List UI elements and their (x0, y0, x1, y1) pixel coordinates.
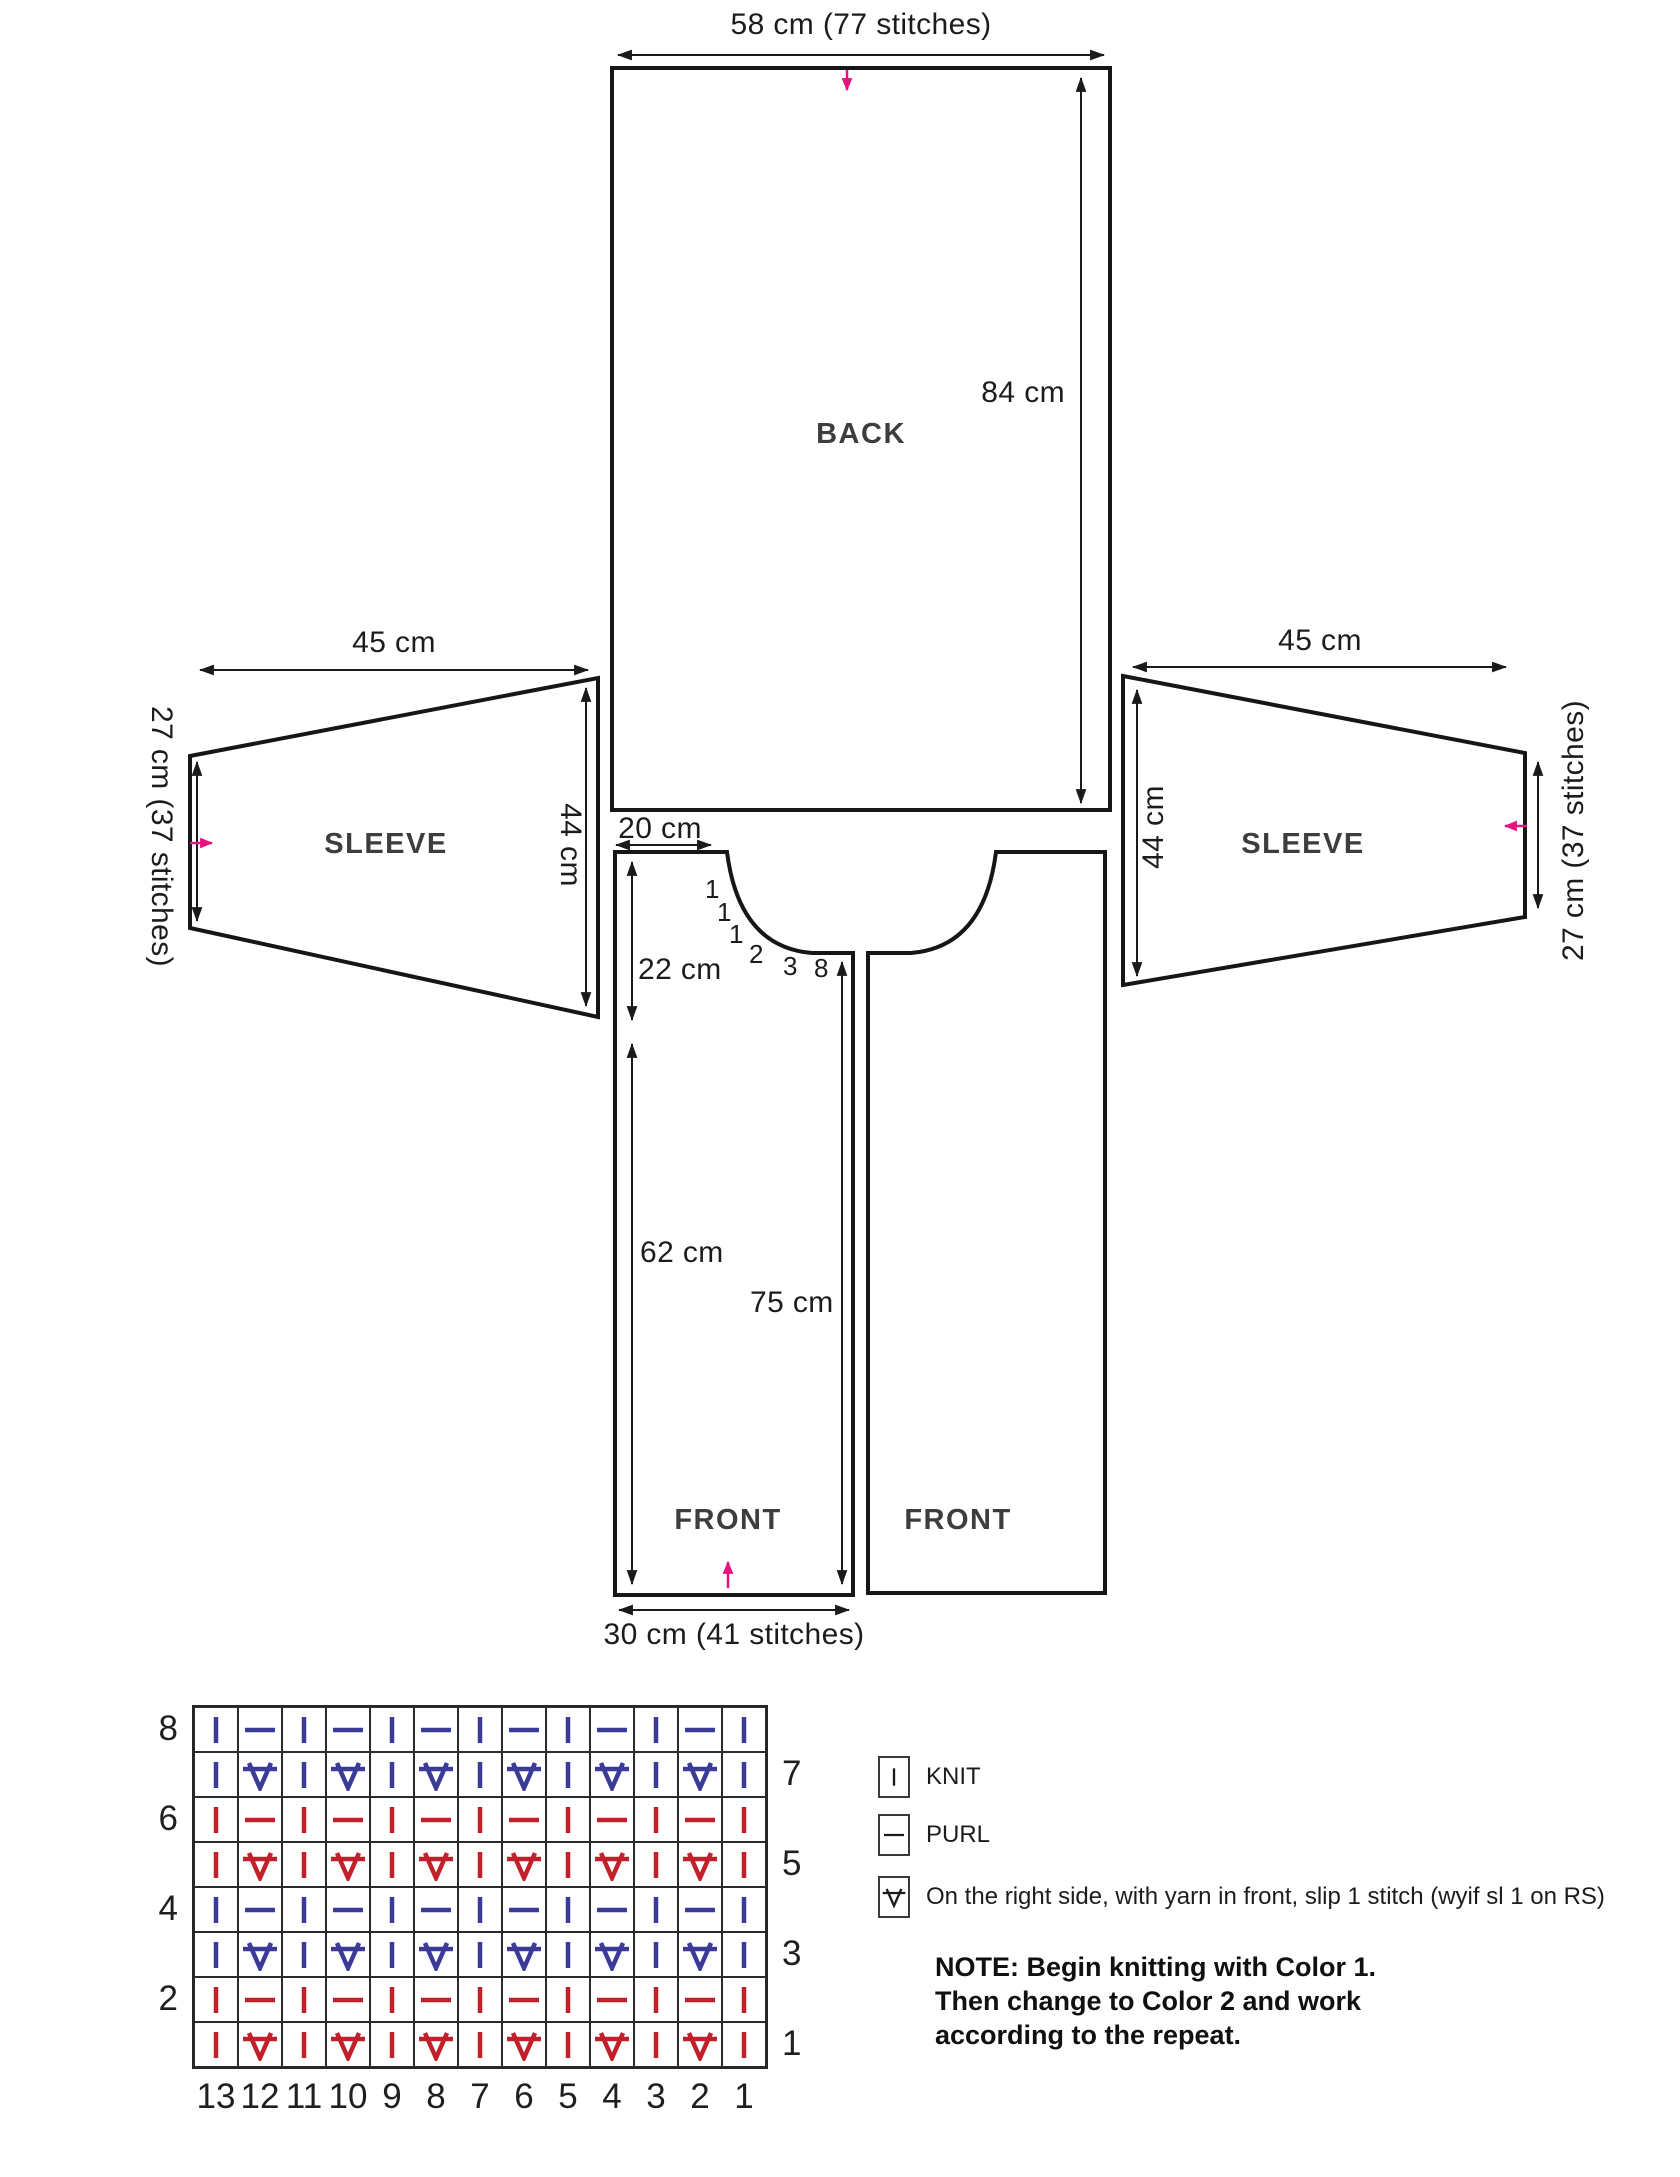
chart-cell-r3-c3 (634, 1932, 678, 1977)
chart-column-number-2: 2 (690, 2077, 710, 2116)
chart-cell-r3-c1 (722, 1932, 766, 1977)
chart-cell-r8-c4 (590, 1707, 634, 1752)
left-sleeve-label: SLEEVE (324, 828, 448, 860)
chart-cell-r4-c6 (502, 1887, 546, 1932)
chart-cell-r3-c8 (414, 1932, 458, 1977)
chart-cell-r2-c13 (194, 1977, 238, 2022)
stitch-chart (158, 1705, 802, 2116)
chart-cell-r5-c3 (634, 1842, 678, 1887)
chart-cell-r2-c4 (590, 1977, 634, 2022)
chart-cell-r5-c13 (194, 1842, 238, 1887)
chart-cell-r7-c13 (194, 1752, 238, 1797)
chart-row-number-6: 6 (158, 1799, 178, 1838)
chart-column-number-9: 9 (382, 2077, 402, 2116)
chart-cell-r1-c7 (458, 2022, 502, 2067)
chart-cell-r4-c13 (194, 1887, 238, 1932)
chart-cell-r1-c10 (326, 2022, 370, 2067)
right-front-label: FRONT (904, 1504, 1012, 1536)
slip-symbol-box (878, 1876, 910, 1918)
chart-column-number-4: 4 (602, 2077, 622, 2116)
chart-cell-r3-c4 (590, 1932, 634, 1977)
chart-cell-r2-c5 (546, 1977, 590, 2022)
right-sleeve-cuff-label: 27 cm (37 stitches) (1557, 699, 1590, 961)
chart-row-number-7: 7 (782, 1754, 802, 1793)
chart-cell-r7-c12 (238, 1752, 282, 1797)
chart-column-number-5: 5 (558, 2077, 578, 2116)
purl-symbol-icon (882, 1821, 906, 1849)
chart-cell-r6-c6 (502, 1797, 546, 1842)
chart-cell-r8-c13 (194, 1707, 238, 1752)
chart-cell-r8-c2 (678, 1707, 722, 1752)
chart-column-number-3: 3 (646, 2077, 666, 2116)
chart-cell-r1-c1 (722, 2022, 766, 2067)
legend-item-slip (878, 1876, 1605, 1918)
chart-cell-r4-c11 (282, 1887, 326, 1932)
chart-cell-r5-c8 (414, 1842, 458, 1887)
color-note (935, 1950, 1376, 2052)
chart-cell-r7-c5 (546, 1752, 590, 1797)
chart-cell-r2-c6 (502, 1977, 546, 2022)
front-bottom-width-label: 30 cm (41 stitches) (603, 1618, 865, 1651)
left-sleeve-cuff-label: 27 cm (37 stitches) (145, 706, 178, 968)
front-lower-height-label: 62 cm (640, 1236, 724, 1269)
right-sleeve-length-label: 45 cm (1278, 624, 1362, 657)
chart-row-number-4: 4 (158, 1889, 178, 1928)
chart-row-number-8: 8 (158, 1709, 178, 1748)
chart-cell-r3-c6 (502, 1932, 546, 1977)
back-height-label: 84 cm (981, 376, 1065, 409)
legend-item-purl (878, 1814, 990, 1856)
chart-column-number-12: 12 (240, 2077, 280, 2116)
chart-cell-r2-c1 (722, 1977, 766, 2022)
left-front-label: FRONT (674, 1504, 782, 1536)
chart-cell-r8-c8 (414, 1707, 458, 1752)
chart-cell-r6-c13 (194, 1797, 238, 1842)
chart-cell-r3-c11 (282, 1932, 326, 1977)
chart-cell-r8-c5 (546, 1707, 590, 1752)
legend-purl-label: PURL (926, 1821, 991, 1848)
chart-row-number-3: 3 (782, 1934, 802, 1973)
chart-cell-r1-c6 (502, 2022, 546, 2067)
chart-cell-r7-c3 (634, 1752, 678, 1797)
chart-cell-r3-c9 (370, 1932, 414, 1977)
chart-cell-r8-c12 (238, 1707, 282, 1752)
chart-cell-r5-c11 (282, 1842, 326, 1887)
chart-cell-r1-c9 (370, 2022, 414, 2067)
chart-cell-r3-c2 (678, 1932, 722, 1977)
chart-cell-r1-c5 (546, 2022, 590, 2067)
chart-cell-r7-c6 (502, 1752, 546, 1797)
chart-cell-r6-c5 (546, 1797, 590, 1842)
chart-cell-r6-c12 (238, 1797, 282, 1842)
chart-cell-r5-c6 (502, 1842, 546, 1887)
chart-cell-r2-c8 (414, 1977, 458, 2022)
chart-cell-r3-c12 (238, 1932, 282, 1977)
chart-row-number-1: 1 (782, 2024, 802, 2063)
chart-cell-r6-c2 (678, 1797, 722, 1842)
neck-decrease-1: 1 (705, 874, 720, 904)
chart-cell-r2-c2 (678, 1977, 722, 2022)
stitch-chart-grid (192, 1705, 768, 2069)
right-sleeve-label: SLEEVE (1241, 828, 1365, 860)
chart-cell-r8-c10 (326, 1707, 370, 1752)
back-width-label: 58 cm (77 stitches) (730, 8, 992, 41)
chart-cell-r5-c10 (326, 1842, 370, 1887)
chart-cell-r6-c11 (282, 1797, 326, 1842)
note-line-1: NOTE: Begin knitting with Color 1. (935, 1952, 1376, 1982)
chart-cell-r7-c4 (590, 1752, 634, 1797)
chart-cell-r4-c2 (678, 1887, 722, 1932)
chart-cell-r2-c11 (282, 1977, 326, 2022)
chart-cell-r5-c5 (546, 1842, 590, 1887)
chart-cell-r6-c3 (634, 1797, 678, 1842)
chart-cell-r8-c1 (722, 1707, 766, 1752)
chart-cell-r5-c2 (678, 1842, 722, 1887)
note-line-2: Then change to Color 2 and work (935, 1986, 1362, 2016)
chart-cell-r6-c10 (326, 1797, 370, 1842)
chart-cell-r4-c12 (238, 1887, 282, 1932)
chart-cell-r8-c6 (502, 1707, 546, 1752)
chart-cell-r4-c9 (370, 1887, 414, 1932)
chart-cell-r4-c4 (590, 1887, 634, 1932)
chart-cell-r5-c4 (590, 1842, 634, 1887)
chart-column-number-1: 1 (734, 2077, 754, 2116)
chart-cell-r2-c10 (326, 1977, 370, 2022)
chart-cell-r5-c12 (238, 1842, 282, 1887)
chart-column-number-8: 8 (426, 2077, 446, 2116)
legend-knit-label: KNIT (926, 1763, 981, 1790)
neck-decrease-5: 3 (783, 951, 798, 981)
legend-item-knit (878, 1756, 981, 1798)
chart-cell-r2-c7 (458, 1977, 502, 2022)
neck-decrease-6: 8 (814, 953, 829, 983)
chart-cell-r1-c3 (634, 2022, 678, 2067)
chart-cell-r3-c13 (194, 1932, 238, 1977)
chart-cell-r6-c9 (370, 1797, 414, 1842)
chart-cell-r5-c7 (458, 1842, 502, 1887)
chart-cell-r1-c2 (678, 2022, 722, 2067)
chart-cell-r7-c9 (370, 1752, 414, 1797)
chart-cell-r1-c12 (238, 2022, 282, 2067)
front-top-width-label: 20 cm (618, 812, 702, 845)
chart-cell-r7-c7 (458, 1752, 502, 1797)
knit-symbol-icon (882, 1763, 906, 1791)
chart-cell-r4-c7 (458, 1887, 502, 1932)
chart-cell-r6-c1 (722, 1797, 766, 1842)
chart-cell-r4-c3 (634, 1887, 678, 1932)
chart-column-number-10: 10 (328, 2077, 368, 2116)
neck-decrease-4: 2 (749, 939, 764, 969)
chart-cell-r1-c4 (590, 2022, 634, 2067)
chart-column-number-11: 11 (285, 2077, 323, 2116)
legend-slip-label: On the right side, with yarn in front, slip 1 stitch (wyif sl 1 on RS) (926, 1883, 1605, 1910)
chart-cell-r8-c7 (458, 1707, 502, 1752)
neck-decrease-3: 1 (729, 919, 744, 949)
chart-cell-r3-c7 (458, 1932, 502, 1977)
chart-cell-r6-c7 (458, 1797, 502, 1842)
chart-cell-r7-c8 (414, 1752, 458, 1797)
chart-cell-r8-c11 (282, 1707, 326, 1752)
slip-symbol-icon (882, 1883, 906, 1911)
front-full-height-label: 75 cm (750, 1286, 834, 1319)
left-sleeve-top-label: 44 cm (554, 803, 587, 887)
chart-cell-r7-c2 (678, 1752, 722, 1797)
chart-cell-r8-c9 (370, 1707, 414, 1752)
chart-column-number-6: 6 (514, 2077, 534, 2116)
chart-cell-r2-c9 (370, 1977, 414, 2022)
chart-cell-r4-c10 (326, 1887, 370, 1932)
chart-cell-r6-c8 (414, 1797, 458, 1842)
chart-cell-r1-c8 (414, 2022, 458, 2067)
chart-cell-r4-c1 (722, 1887, 766, 1932)
chart-cell-r8-c3 (634, 1707, 678, 1752)
chart-cell-r3-c10 (326, 1932, 370, 1977)
chart-row-number-5: 5 (782, 1844, 802, 1883)
front-upper-height-label: 22 cm (638, 953, 722, 986)
left-sleeve-length-label: 45 cm (352, 626, 436, 659)
neck-decrease-2: 1 (717, 897, 732, 927)
chart-cell-r3-c5 (546, 1932, 590, 1977)
chart-row-number-2: 2 (158, 1979, 178, 2018)
right-sleeve-top-label: 44 cm (1137, 785, 1170, 869)
chart-cell-r1-c11 (282, 2022, 326, 2067)
chart-column-number-13: 13 (196, 2077, 236, 2116)
chart-cell-r1-c13 (194, 2022, 238, 2067)
chart-cell-r2-c12 (238, 1977, 282, 2022)
chart-cell-r7-c10 (326, 1752, 370, 1797)
chart-cell-r5-c1 (722, 1842, 766, 1887)
back-label: BACK (816, 418, 906, 450)
knit-symbol-box (878, 1756, 910, 1798)
note-line-3: according to the repeat. (935, 2020, 1242, 2050)
right-front-outline (868, 852, 1105, 1593)
chart-cell-r7-c1 (722, 1752, 766, 1797)
chart-cell-r2-c3 (634, 1977, 678, 2022)
chart-cell-r4-c8 (414, 1887, 458, 1932)
purl-symbol-box (878, 1814, 910, 1856)
chart-cell-r7-c11 (282, 1752, 326, 1797)
chart-cell-r6-c4 (590, 1797, 634, 1842)
chart-column-number-7: 7 (470, 2077, 490, 2116)
chart-cell-r5-c9 (370, 1842, 414, 1887)
chart-cell-r4-c5 (546, 1887, 590, 1932)
